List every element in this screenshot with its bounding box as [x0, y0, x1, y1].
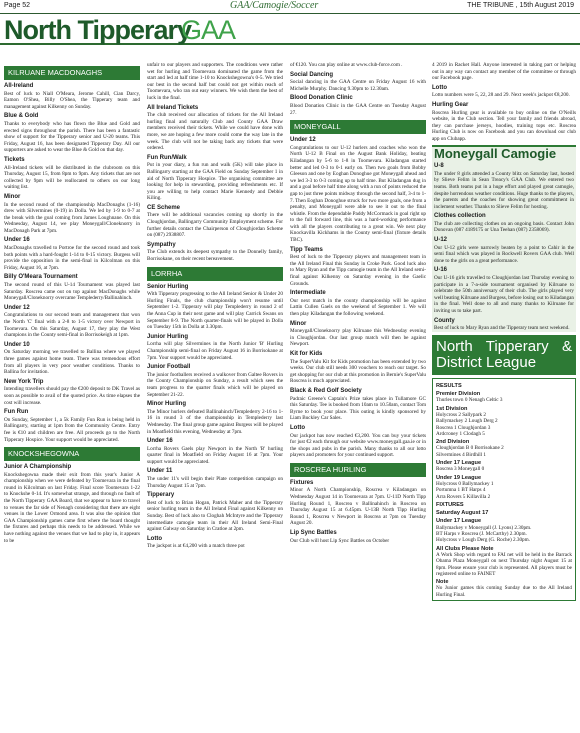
- article-heading: Under 10: [4, 341, 30, 348]
- article-body: Lorrha will play Silvermines in the North Junior 'B' Hurling Championship semi-final on Friday August 16 in Borrisokane at 7pm. Your support would be appreciated.: [147, 341, 283, 361]
- article-body: On Sunday, September 1, a 5k Family Fun Run is being held in Ballingarry, starting at 1pm from the Community Centre. Entry fee is €10 and children are free. All proceeds go to the North Tipperary Hospice. Your support would be appreciated.: [4, 416, 140, 443]
- article-heading: Tickets: [4, 156, 25, 163]
- banner-title: North Tipperary: [4, 15, 192, 45]
- col3-blocks-2: [290, 137, 426, 459]
- results-box: [432, 378, 576, 601]
- page-banner: [0, 15, 580, 45]
- section-header-roscrea: ROSCREA HURLING: [290, 463, 426, 477]
- article-heading: Blue & Gold: [4, 113, 39, 120]
- banner-title-accent: GAA: [181, 15, 236, 45]
- column-2: [147, 62, 283, 730]
- article-heading: Under 12: [4, 304, 30, 311]
- result-row: Roscrea 1 Cloughjordan 3: [436, 424, 491, 431]
- section-header-lorrha: LORRHA: [147, 267, 283, 281]
- article-heading: All Ireland Tickets: [147, 104, 199, 111]
- article-heading: Blood Donation Clinic: [290, 95, 353, 102]
- article-body: With Tipperary progressing to the All Ireland Senior & Under 20 Hurling Finals, the club championship won't resume until September 1-2. Tipperary will play Templederry in round 2 of the Anna Cup in their next game and will play Carrick Swans on September 8-9. The North quarter-finals will be played in Dolla on Tuesday 15th in Dolla at 3.30pm.: [147, 291, 283, 331]
- article-heading: CE Scheme: [147, 204, 181, 211]
- moneygall-camogie-title: Moneygall Camogie: [434, 145, 557, 161]
- article-body: Intending travellers should pay the €200 deposit to DK Travel as soon as possible to avail of the quoted price. As time elapses the cost will increase.: [4, 386, 140, 406]
- column-1: [4, 62, 140, 730]
- article-heading: Junior Hurling: [147, 333, 188, 340]
- result-row: Holycross 2 Sallypark 2: [436, 411, 486, 418]
- article-body: Blood Donation Clinic in the GAA Centre on Tuesday August 27.: [290, 102, 426, 116]
- fixtures-rows: [436, 525, 572, 544]
- section-header-moneygall: MONEYGALL: [290, 120, 426, 134]
- article-body: of €120. You can play online at www.club-force.com .: [290, 62, 403, 68]
- article-heading: Lip Sync Battles: [290, 530, 337, 537]
- article-heading: Lotto: [290, 424, 305, 431]
- all-clubs-text: A Work Shop with regard to FAI net will be held in the Barrack Obama Plaza Moneygall on next Thursday night August 15 at 8pm. Please ensure your club is represented. All players must be registered online to FAINET: [436, 551, 572, 577]
- article-body: On Saturday morning we travelled to Ballina where we played three games against home team. There was tremendous effort from all players in very poor weather conditions. Thanks to Ballina for invitation.: [4, 349, 140, 376]
- article-body: All-Ireland tickets will be distributed in the clubroom on this Thursday, August 15, from 8pm to 9pm. Any tickets that are not collected by 9pm will be reallocated to others on our long waiting list.: [4, 164, 140, 191]
- section-label: GAA/Camogie/Soccer: [230, 0, 319, 11]
- article-body: Our jackpot has now reached €3,200. You can buy your tickets for just €2 each through our website www.moneygall.gaa.ie or in the shops and pubs in the parish. Many thanks to all our lotto players and promoters for your continued support.: [290, 432, 426, 459]
- article-heading: Tipp Teams: [290, 246, 323, 253]
- article-heading: Junior Football: [147, 364, 191, 371]
- article-body: unfair to our players and supporters. The conditions were rather wet for hurling and Toomevara dominated the game from the start and led at half time 1-10 to Knockshegowna's 0-5. We tried our best in the second half but could not get within reach of Toomevara, who ran out easy winners. We wish them the best of luck in the final.: [147, 62, 283, 101]
- article-body: Our Club will host Lip Sync Battles on October: [290, 537, 390, 544]
- article-heading: Under 11: [147, 468, 173, 475]
- article-heading: Under 16: [4, 237, 30, 244]
- article-body: In the second round of the championship MacDonaghs (1-16) drew with Silvermines (0-19) in Dolla. We led by 1-9 to 0-7 at the break with the goal coming from James Loughnane. On this Wednesday, August 14, we play Moneygall/Cloneknorry in MacDonagh Park at 7pm.: [4, 201, 140, 234]
- article-heading: Minor: [4, 193, 21, 200]
- article-heading: Lotto: [147, 535, 162, 542]
- article-body: Knockshegowna made their exit from this year's Junior A championship when we were defeated by Toomevara in the final round in Kilcolman on last Friday. Final score Toomevara 1-22 to Knockshe 0-14. It's somewhat strange, and through no fault of the North Tipperary GAA Board, that we appear to have to travel to venues the far side of Nenagh considering that there are eight venues in the Lower Ormond area. It was also the opinion that GAA Championship games came first where the board thought the fixtures and perhaps this needs to be addressed. While we have nothing against the venues that we had to play in, it appears to be: [4, 471, 140, 544]
- results-heading: RESULTS: [436, 382, 462, 389]
- article-heading: County: [434, 317, 455, 324]
- article-body: MacDonaghs travelled to Portroe for the second round and took both points with a hard-fought 1-14 to 0-15 victory. Burgess will provide the opposition in the semi-final in Kilcolman on this Friday, August 16, at 7pm.: [4, 245, 140, 271]
- article-body: Best of luck to Mary Ryan and the Tipperary team next weekend.: [434, 325, 570, 332]
- article-heading: Fun Run/Walk: [147, 154, 187, 161]
- article-body: The second round of this U-14 Tournament was played last Saturday. Roscrea came out on top against MacDonaghs while Moneygall/Cloneknorry overcame Templederry/Ballinahinch.: [4, 282, 140, 302]
- fixture-row: Ballymackey v Moneygall (J. Lyons) 2.30pm.: [436, 524, 532, 531]
- article-body: The SuperValu Kit for Kids promotion has been extended by two weeks. Our club still needs 300 vouchers to reach our target. So get shopping for our club at this promotion in Bernie's SuperValu Roscrea is much appreciated.: [290, 358, 426, 385]
- article-body: Minor A North Championship, Roscrea v Kiladangan on Wednesday August 14 in Toomevara at 7pm. U-11D North Tipp Hurling Round 1, Roscrea v Ballinahinch in Roscrea on Thursday August 15 at 6.45pm. U-13B North Tipp Hurling Round 1, Roscrea v Newport in Roscrea at 7pm on Tuesday August 20.: [290, 487, 426, 527]
- results-list: [436, 391, 572, 500]
- article-body: The junior footballers received a walkover from Galtee Rovers in the County Championship on Sunday, a result which sees the team progress to the quarter finals which will be played on September 21-22.: [147, 371, 283, 398]
- article-body: Padraic Greene's Captain's Prize takes place in Tullamore GC this Saturday. Tee is booked from 10am to 10.50am, contact Tom Byrne to book your place. This outing is kindly sponsored by Liam Buckley Car Sales.: [290, 395, 426, 422]
- article-heading: Junior A Championship: [4, 464, 72, 471]
- col2-blocks: [147, 62, 283, 263]
- article-body: The club are collecting clothes on an ongoing basis. Contact John Donovan (087 4189175 or Una Teehan (087) 2358069).: [434, 220, 574, 234]
- note-text: No Junior games this coming Sunday due to the All Ireland Hurling Final.: [436, 585, 572, 598]
- col2-blocks-2: [147, 284, 283, 550]
- article-heading: Clothes collection: [434, 213, 486, 220]
- result-row: Cloughjordan B 0 Borrisokane 2: [436, 445, 504, 452]
- article-heading: All-Ireland: [4, 83, 34, 89]
- results-division-heading: Under 17 League: [436, 460, 482, 467]
- all-clubs-heading: All Clubs Please Note: [436, 545, 494, 552]
- article-body: Social dancing in the GAA Centre on Friday August 16 with Michelle Murphy. Dancing 9.30pm to 12.30am.: [290, 79, 426, 92]
- article-heading: Billy O'Meara Tournament: [4, 274, 78, 281]
- article-heading: Social Dancing: [290, 71, 334, 78]
- article-body: Best of luck to the Tipperary players and management team in the All Ireland Final this Sunday in Croke Park. Good luck also to Mary Ryan and the Tipp camogie team in the All Ireland semi-final against Kilkenny on Saturday evening in the Gaelic Grounds.: [290, 254, 426, 287]
- col4-blocks: [432, 62, 576, 143]
- result-row: Silvermines 4 Birdhill 1: [436, 451, 487, 458]
- article-body: Congratulations to our U-12 hurlers and coaches who won the North U-12 B Final on the August Bank Holiday, beating Kiladangan by 5-6 to 1-8 in Toomevara. Kiladangan started better and led 0-3 to 0-1 early on. Then two goals from Bobby Gleeson and one by Eoghan Donoghue got Moneygall ahead and we led 3-3 to 0-3 coming up to half time. But Kiladangan dug in and a goal before half time along with a run of points reduced the gap to just three points midway through the second half, 3-4 to 1-7. Then Eoghan Donoghue struck for two more goals, one from a penalty, and Moneygall were able to see it out to the final whistle. From the dependable Paddy McCormack in goal right up to the full forward line, this was a hard-working performance with all the players contributing to a great win. We next play Knockavilla Kickhams in the County semi-final (fixture details TBC).: [290, 144, 426, 244]
- article-body: Best of luck to Niall O'Meara, Jerome Cahill, Cian Darcy, Eamon O'Shea, Billy O'Shea, the Tipperary team and management against Kilkenny on Sunday.: [4, 90, 140, 110]
- results-division-heading: Premier Division: [436, 391, 481, 398]
- result-row: Holycross 0 Ballymackey 1: [436, 480, 494, 487]
- article-body: 4 2019 in Racket Hall. Anyone interested in taking part or helping out in any way can contact any member of the committee or through our Facebook page.: [432, 62, 576, 82]
- article-heading: Intermediate: [290, 290, 326, 297]
- article-body: Roscrea Hurling gear is available to buy online on the O'Neills website, in the Club section. Tell your family and friends abroad, they can purchase jerseys, hoodies, training tops etc. Roscrea Hurling Club is now on Facebook and you can download our club app on Clubapp.: [432, 109, 576, 142]
- fixtures-u17: Under 17 League: [436, 518, 482, 525]
- article-heading: Lotto: [432, 84, 447, 91]
- column-3: [290, 62, 426, 730]
- paper-date: THE TRIBUNE , 15th August 2019: [467, 2, 574, 9]
- article-heading: U-8: [434, 163, 444, 170]
- fixtures-date: Saturday August 17: [436, 510, 489, 517]
- article-heading: Senior Hurling: [147, 283, 189, 290]
- article-heading: Minor: [290, 320, 307, 327]
- result-row: Ardcroney 1 Clodagh 5: [436, 430, 485, 437]
- article-body: The under 8 girls attended a County blitz on Saturday last, hosted by Slieve Felim in Sean Treacy's GAA Club. We entered two teams. Both teams put in a huge effort and played great camogie, despite horrendous weather conditions. Huge thanks to the players, the parents and the coaches for showing great commitment in inclement weather. Thanks to Slieve Felim for hosting.: [434, 170, 574, 210]
- article-body: Lorrha Rovers Gaels play Newport in the North 'B' hurling quarter final in Moatfield on Friday August 16 at 7pm. Your support would be appreciated.: [147, 445, 283, 465]
- article-heading: New York Trip: [4, 378, 44, 385]
- article-heading: Hurling Gear: [432, 101, 469, 108]
- article-body: The jackpot is at €4,200 with a match three pot: [147, 543, 245, 550]
- top-bar: [0, 0, 580, 14]
- article-heading: U-12: [434, 237, 448, 244]
- col3-blocks: [290, 62, 426, 116]
- article-body: Lotto numbers were 5, 22, 28 and 29. Next week's jackpot €8,200.: [432, 92, 570, 99]
- note-heading: Note: [436, 579, 449, 586]
- col3-blocks-3: [290, 480, 426, 544]
- result-row: Roscrea 3 Moneygall 0: [436, 466, 485, 473]
- article-body: Thanks to everybody who has flown the Blue and Gold and erected signs throughout the parish. There has been a fantastic show of support for the Tipperary senior and U-20 teams. This Friday, August 16, has been designated Tipperary Day. All our supporters are asked to wear the Blue & Gold on that day.: [4, 120, 140, 154]
- article-heading: Black & Red Golf Society: [290, 387, 362, 394]
- article-body: The Club extends its deepest sympathy to the Donnelly family, Borrisokane, on their recent bereavement.: [147, 249, 283, 263]
- result-row: Portumna 1 BT Harps 4: [436, 487, 486, 494]
- article-heading: Sympathy: [147, 241, 176, 248]
- article-body: Best of luck to Brian Hogan, Patrick Maher and the Tipperary senior hurling team in the All Ireland Final against Kilkenny on Sunday. Best of luck also to Cloghah McIntyre and the Tipperary intermediate camogie team in their All Ireland Semi-Final against Galway on Saturday in Cratloe at 2pm.: [147, 499, 283, 533]
- moneygall-camogie-box: [432, 145, 576, 332]
- fixture-row: Holycross v Lough Derg (G. Roche) 2.30pm.: [436, 537, 530, 544]
- fixture-row: BT Harps v Roscrea (J. McCarthy) 2.30pm.: [436, 531, 527, 538]
- mc-blocks: [432, 163, 576, 332]
- article-heading: Fun Run: [4, 409, 29, 416]
- col1-blocks-2: [4, 464, 140, 544]
- article-body: Our U-12 girls were narrowly beaten by a point to Cahir in the semi final which was played in Rockwell Rovers GAA club. Well done to the girls on a great performance.: [434, 244, 574, 264]
- result-row: Arra Rovers 5 Killavilla 2: [436, 493, 491, 500]
- article-body: There will be additional vacancies coming up shortly in the Cloughjordan, Ballingarry Community Employment scheme. For further details contact the Chairperson of Cloughjordan Scheme on (087) 2938807.: [147, 212, 283, 239]
- section-header-kilruane: KILRUANE MACDONAGHS: [4, 66, 140, 80]
- fixtures-heading: FIXTURES: [436, 501, 464, 508]
- article-heading: Minor Hurling: [147, 401, 186, 408]
- results-division-heading: 2nd Division: [436, 439, 470, 446]
- article-heading: U-16: [434, 267, 448, 274]
- article-body: The club received our allocation of tickets for the All Ireland hurling final and naturally Club and County GAA Draw members received their tickets. While we could have done with more, we are hoping a few more could come the way late in the week. The club will not be taking back any tickets that were ordered.: [147, 112, 283, 152]
- results-division-heading: 1st Division: [436, 405, 468, 412]
- article-heading: Under 12: [290, 137, 316, 144]
- section-header-knockshegowna: KNOCKSHEGOWNA: [4, 447, 140, 461]
- article-body: Our U-16 girls travelled to Cloughjordan last Thursday evening to participate in a 7-a-side tournament organised by Kilruane to celebrate the 50th anniversary of their club. The girls played very well beating Kilruane and Burgess, before losing out to Kiladangan in the final. Well done to all and many thanks to Kilruane for inviting us to take part.: [434, 275, 574, 314]
- article-body: Our next match in the county championship will be against Lattin Cullen Gaels on the weekend of September 1. We will then play Kiladangan the following weekend.: [290, 297, 426, 317]
- article-body: Congratulations to our second team and management that won the North 'C' final with a 2-8 to 1-5 victory over Newport in Toomevara. On this Saturday, August 17, they play the West champions in the County semi-final in Borrisokeigh at 1pm.: [4, 312, 140, 339]
- result-row: Thurles town 0 Nenagh Celtic 3: [436, 397, 503, 404]
- results-division-heading: Under 19 League: [436, 474, 482, 481]
- article-heading: Fixtures: [290, 479, 314, 486]
- league-title-box: [432, 335, 576, 375]
- league-title: North Tipperary & District League: [436, 337, 572, 371]
- page-number: Page 52: [4, 2, 31, 9]
- result-row: Ballymackey 2 Lough Derg 2: [436, 418, 498, 425]
- column-4: [432, 62, 576, 730]
- article-body: Moneygall/Cloneknorry play Kilruane this Wednesday evening in Cloughjordan. Our last group match will then be against Newport.: [290, 328, 426, 348]
- article-body: The Minor hurlers defeated Ballinahinch/Templederry 2-16 to 1-16 in round 3 of the championship in Templederry last Wednesday. The final group game against Burgess will be played in Moatfield this evening, Wednesday at 7pm.: [147, 408, 283, 435]
- col1-blocks: [4, 83, 140, 443]
- article-body: Put in your diary, a fun run and walk (5K) will take place in Ballingarry starting at the GAA Field on Sunday September 1 in aid of North Tipperary Hospice. The organising committee are looking for help in stewarding, providing refreshments etc. If you are willing to help contact Marie Kennedy and Debbie Kiling.: [147, 162, 283, 202]
- article-body: The under 11's will begin their Plate competition campaign on Thursday August 15 at 7pm.: [147, 476, 283, 489]
- article-heading: Kit for Kids: [290, 350, 323, 357]
- article-heading: Tipperary: [147, 492, 175, 499]
- article-heading: Under 16: [147, 438, 173, 445]
